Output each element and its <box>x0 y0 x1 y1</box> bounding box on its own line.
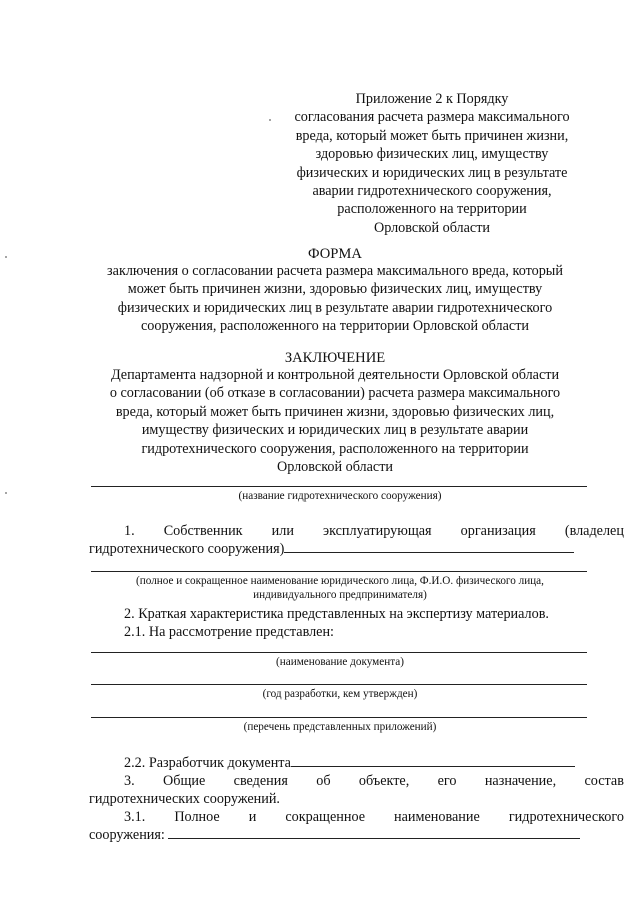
year-approved-field[interactable] <box>91 684 587 685</box>
developer-field[interactable] <box>291 754 575 767</box>
item-3-1-word: сокращенное <box>285 809 366 825</box>
item-3-1-word: и <box>248 809 257 825</box>
form-subtitle-line: сооружения, расположенного на территории Орловской области <box>140 318 530 335</box>
item-3-word: состав <box>584 773 624 789</box>
appendix-line: вреда, который может быть причинен жизни, <box>295 127 569 144</box>
owner-caption-line-1: (полное и сокращенное наименование юридического лица, Ф.И.О. физического лица, <box>136 575 544 587</box>
owner-name-field[interactable] <box>91 571 587 572</box>
item-1-word: Собственник <box>163 523 243 539</box>
appendix-line: физических и юридических лиц в результате <box>296 164 568 181</box>
item-1-word: организация <box>460 523 536 539</box>
item-1-line <box>89 522 624 540</box>
appendix-line: Приложение 2 к Порядку <box>355 91 509 107</box>
item-3-1-line <box>89 808 624 826</box>
item-3-1-word: наименование <box>394 809 480 825</box>
item-3-1-word: гидротехнического <box>508 809 624 825</box>
conclusion-subtitle <box>80 366 590 476</box>
item-3-1-word: 3.1. <box>124 809 146 825</box>
conclusion-subtitle-line: о согласовании (об отказе в согласовании) расчета размера максимального <box>109 385 561 402</box>
appendix-line: Орловской области <box>373 219 491 236</box>
owner-caption-line-2: индивидуального предпринимателя) <box>253 589 427 601</box>
item-1-word: или <box>271 523 294 539</box>
document-name-caption: (наименование документа) <box>276 656 404 668</box>
form-title: ФОРМА <box>308 246 362 262</box>
structure-name-caption: (название гидротехнического сооружения) <box>238 490 442 502</box>
item-3-word: сведения <box>233 773 288 789</box>
item-2-2-label: 2.2. Разработчик документа <box>124 755 291 771</box>
conclusion-subtitle-line: гидротехнического сооружения, расположенного на территории <box>141 440 529 457</box>
item-2-2-line <box>89 754 624 772</box>
appendix-line: согласования расчета размера максимального <box>294 109 570 126</box>
conclusion-subtitle-line: Орловской области <box>276 459 394 476</box>
item-3-word: назначение, <box>484 773 557 789</box>
item-1-word: эксплуатирующая <box>323 523 432 539</box>
item-3-word: объекте, <box>358 773 410 789</box>
form-subtitle-line: заключения о согласовании расчета размера максимального вреда, который <box>107 263 563 279</box>
year-approved-caption: (год разработки, кем утвержден) <box>262 688 418 700</box>
item-3-word: 3. <box>124 773 135 789</box>
form-subtitle <box>80 262 590 336</box>
item-3-1-line-2 <box>89 826 589 844</box>
appendix-line: расположенного на территории <box>337 201 527 218</box>
item-3-line <box>89 772 624 790</box>
item-3-1-continuation: сооружения: <box>89 827 165 843</box>
form-subtitle-line: может быть причинен жизни, здоровью физических лиц, имуществу <box>127 281 543 298</box>
structure-name-field[interactable] <box>91 486 587 487</box>
owner-field[interactable] <box>284 540 574 553</box>
scan-speck <box>5 492 7 494</box>
item-3-word: об <box>316 773 331 789</box>
item-3-word: его <box>437 773 457 789</box>
item-2-1: 2.1. На рассмотрение представлен: <box>124 624 334 640</box>
appendix-line: аварии гидротехнического сооружения, <box>312 183 552 200</box>
appendix-header <box>262 90 602 237</box>
attachments-field[interactable] <box>91 717 587 718</box>
item-1-word: 1. <box>124 523 135 539</box>
item-1-continuation: гидротехнического сооружения) <box>89 541 285 557</box>
conclusion-subtitle-line: Департамента надзорной и контрольной деятельности Орловской области <box>110 367 560 383</box>
item-1-line-2 <box>89 540 589 558</box>
item-3-word: Общие <box>163 773 206 789</box>
conclusion-title: ЗАКЛЮЧЕНИЕ <box>284 350 386 366</box>
appendix-line: здоровью физических лиц, имуществу <box>315 146 549 163</box>
item-2: 2. Краткая характеристика представленных на экспертизу материалов. <box>124 606 549 622</box>
form-subtitle-line: физических и юридических лиц в результате аварии гидротехнического <box>117 299 553 316</box>
attachments-caption: (перечень представленных приложений) <box>243 721 437 733</box>
structure-full-name-field[interactable] <box>168 826 580 839</box>
item-3-line-2: гидротехнических сооружений. <box>89 791 280 807</box>
conclusion-subtitle-line: имуществу физических и юридических лиц в результате аварии <box>141 422 529 439</box>
item-1-word: (владелец <box>564 523 624 539</box>
document-name-field[interactable] <box>91 652 587 653</box>
conclusion-subtitle-line: вреда, который может быть причинен жизни, здоровью физических лиц, <box>115 403 555 420</box>
scan-speck <box>5 256 7 258</box>
item-3-1-word: Полное <box>174 809 220 825</box>
